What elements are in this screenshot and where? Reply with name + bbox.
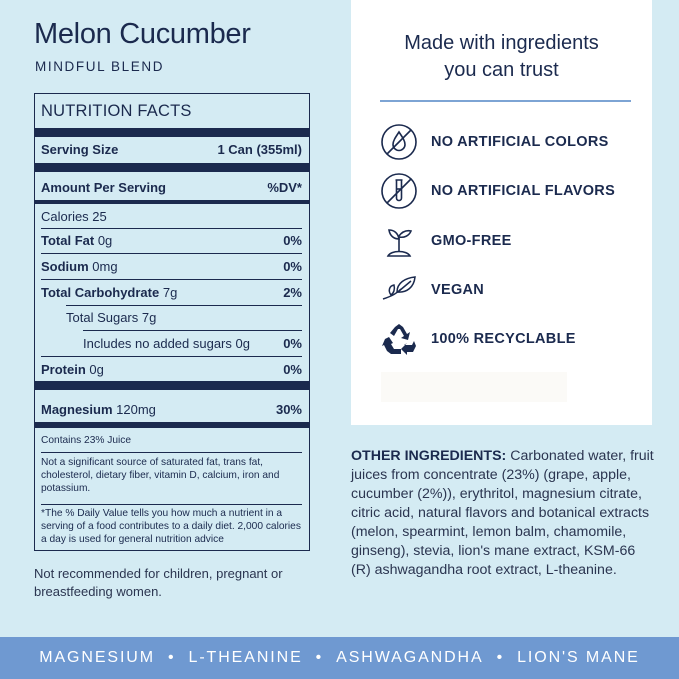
warning-note: Not recommended for children, pregnant or breastfeeding women.	[34, 566, 283, 599]
divider	[83, 330, 302, 331]
daily-value-footnote: *The % Daily Value tells you how much a nutrient in a serving of a food contributes to a daily diet. 2,000 calories a day is used for general nutrition advice	[41, 508, 301, 546]
claim-no-artificial-flavors	[379, 171, 639, 211]
calories-text: Calories 25	[41, 208, 107, 224]
product-subtitle: MINDFUL BLEND	[35, 59, 165, 74]
nutrient-label: Total Carbohydrate 7g	[41, 284, 178, 300]
heading-rule	[380, 100, 631, 102]
nutrient-dv: 30%	[275, 401, 302, 417]
nutrient-row	[41, 257, 302, 275]
nutrient-dv: 0%	[283, 335, 302, 351]
claim-gmo-free	[379, 221, 639, 261]
nutrient-label: Total Fat 0g	[41, 232, 113, 248]
divider	[41, 253, 302, 254]
thick-divider	[35, 128, 309, 137]
divider	[66, 305, 302, 306]
product-title: Melon Cucumber	[34, 18, 251, 50]
claim-label: NO ARTIFICIAL FLAVORS	[431, 183, 616, 199]
leaf-icon	[379, 270, 419, 310]
claim-recyclable	[379, 319, 639, 359]
juice-content: Contains 23% Juice	[41, 435, 132, 446]
claim-vegan	[379, 270, 639, 310]
nutrient-sub-row	[66, 308, 302, 326]
banner-separator: •	[168, 649, 176, 666]
nutrition-facts-header: NUTRITION FACTS	[41, 102, 192, 120]
divider	[41, 279, 302, 280]
calories-row	[41, 207, 302, 225]
claim-label: NO ARTIFICIAL COLORS	[431, 134, 609, 150]
claim-no-artificial-colors	[379, 122, 639, 162]
nutrient-label: Magnesium 120mg	[41, 401, 156, 417]
sprout-icon	[379, 221, 419, 261]
other-ingredients-label: OTHER INGREDIENTS:	[351, 448, 507, 464]
recycle-icon	[379, 319, 419, 359]
serving-size-value: 1 Can (355ml)	[217, 141, 302, 157]
nutrient-dv: 0%	[283, 232, 302, 248]
ingredient-banner	[0, 637, 679, 679]
nutrient-row	[41, 283, 302, 301]
thick-divider	[35, 163, 309, 172]
thick-divider	[35, 381, 309, 390]
banner-item: MAGNESIUM	[39, 649, 155, 666]
trust-card	[351, 0, 652, 425]
nutrient-dv: 0%	[283, 361, 302, 377]
divider	[41, 452, 302, 453]
nutrient-label: Sodium 0mg	[41, 258, 118, 274]
nutrient-row	[41, 400, 302, 418]
claim-label: VEGAN	[431, 282, 485, 298]
banner-item: L-THEANINE	[188, 649, 303, 666]
banner-separator: •	[496, 649, 505, 666]
not-significant-source: Not a significant source of saturated fat, trans fat, cholesterol, dietary fiber, vitamin D, calcium, iron and potassium.	[41, 457, 280, 495]
nutrient-row	[41, 360, 302, 378]
amount-per-serving-label: Amount Per Serving	[41, 179, 166, 195]
serving-size-row	[41, 140, 302, 158]
trust-heading: Made with ingredients you can trust	[404, 32, 599, 81]
nutrient-label: Includes no added sugars 0g	[83, 335, 250, 351]
nutrient-row	[41, 231, 302, 249]
medium-divider	[35, 200, 309, 204]
amount-per-serving-row	[41, 178, 302, 196]
dv-label: %DV*	[267, 179, 302, 195]
divider	[41, 504, 302, 505]
other-ingredients-text: Carbonated water, fruit juices from concentrate (23%) (grape, apple, cucumber (2%)), erythritol, magnesium citrate, citric acid, natural flavors and botanical extracts (melon, spearmint, lemon balm, chamomile, ginseng), stevia, lion's mane extract, KSM-66 (R) ashwagandha root extract, L-theanine.	[351, 448, 654, 578]
nutrition-facts-panel	[34, 93, 310, 551]
claim-label: 100% RECYCLABLE	[431, 331, 576, 347]
banner-item: LION'S MANE	[517, 649, 640, 666]
banner-item: ASHWAGANDHA	[336, 649, 484, 666]
serving-size-label: Serving Size	[41, 141, 119, 157]
nutrient-dv: 2%	[283, 284, 302, 300]
other-ingredients	[351, 447, 656, 580]
blank-placeholder	[381, 372, 567, 402]
divider	[41, 356, 302, 357]
banner-separator: •	[315, 649, 324, 666]
medium-divider	[35, 422, 309, 428]
divider	[41, 228, 302, 229]
no-drop-icon	[379, 122, 419, 162]
nutrient-label: Total Sugars 7g	[66, 309, 157, 325]
nutrient-sub-row	[83, 334, 302, 352]
nutrient-label: Protein 0g	[41, 361, 104, 377]
nutrient-dv: 0%	[283, 258, 302, 274]
no-test-tube-icon	[379, 171, 419, 211]
claim-label: GMO-FREE	[431, 233, 512, 249]
